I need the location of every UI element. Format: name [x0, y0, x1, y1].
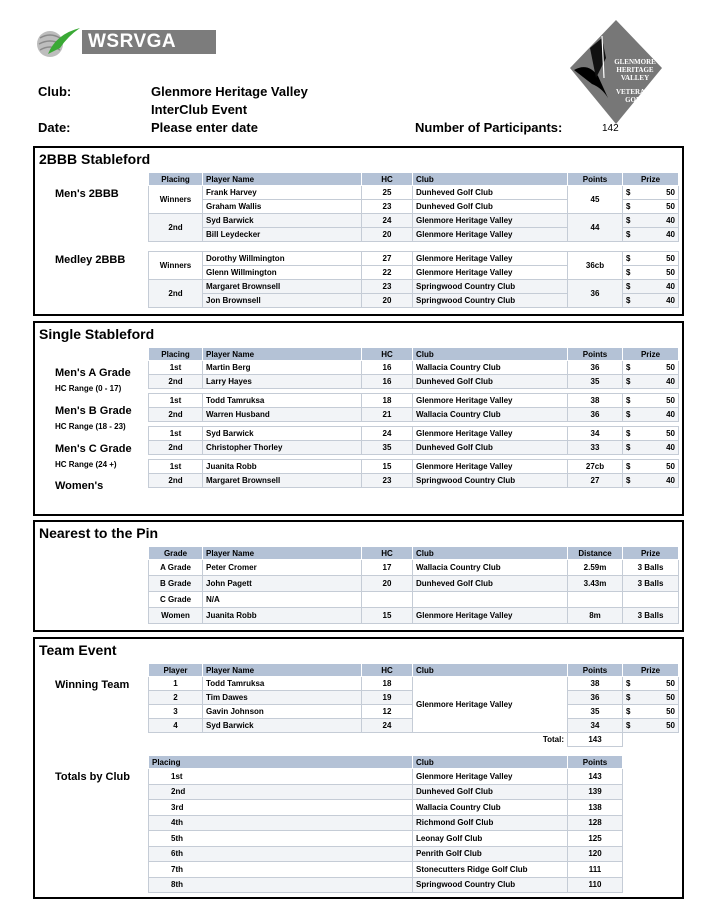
grade-cell: C Grade [149, 592, 203, 608]
club-name: Dunheved Golf Club [413, 200, 568, 214]
player-name: Larry Hayes [203, 375, 362, 389]
column-header: Points [568, 664, 623, 677]
handicap: 15 [362, 460, 413, 474]
player-number: 2 [149, 691, 203, 705]
hc-range: HC Range (18 - 23) [55, 422, 126, 431]
table-row [149, 592, 679, 608]
currency-symbol: $ [626, 377, 631, 386]
handicap: 23 [362, 280, 413, 294]
points-cell: 36cb [568, 252, 623, 280]
handicap: 22 [362, 266, 413, 280]
placing-cell: 1st [149, 394, 203, 408]
club-name: Wallacia Country Club [413, 800, 568, 816]
column-header: Points [568, 756, 623, 769]
column-header: HC [362, 348, 413, 361]
handicap: 21 [362, 408, 413, 422]
placing-cell: Winners [149, 186, 203, 214]
club-name [413, 592, 568, 608]
category-label: Men's B Grade [55, 405, 132, 417]
section-title: Team Event [39, 642, 117, 658]
column-header: Placing [149, 756, 413, 769]
column-header: HC [362, 547, 413, 560]
table-row [149, 186, 679, 200]
currency-symbol: $ [626, 707, 631, 716]
club-name: Dunheved Golf Club [413, 784, 568, 800]
prize-cell [623, 427, 679, 441]
table-row [149, 375, 679, 389]
points-cell: 125 [568, 831, 623, 847]
points-cell: 34 [568, 719, 623, 733]
column-header: Player Name [203, 173, 362, 186]
handicap: 18 [362, 677, 413, 691]
player-name: Todd Tamruksa [203, 677, 362, 691]
club-name: Glenmore Heritage Valley [413, 228, 568, 242]
table-row [149, 280, 679, 294]
club-name: Richmond Golf Club [413, 815, 568, 831]
points-cell: 44 [568, 214, 623, 242]
points-cell: 35 [568, 375, 623, 389]
table-row [149, 608, 679, 624]
placing-cell: 2nd [149, 784, 413, 800]
handicap: 20 [362, 228, 413, 242]
table-header-row [149, 756, 623, 769]
brand-text: WSRVGA [82, 30, 216, 54]
participants-label: Number of Participants: [415, 120, 563, 135]
points-cell: 111 [568, 862, 623, 878]
team-table [148, 663, 679, 747]
club-value: Glenmore Heritage Valley [151, 84, 308, 99]
club-name: Wallacia Country Club [413, 408, 568, 422]
table-row [149, 877, 623, 893]
player-name: Syd Barwick [203, 719, 362, 733]
prize-amount: 50 [666, 188, 675, 197]
column-header: Placing [149, 348, 203, 361]
prize-amount: 50 [666, 202, 675, 211]
prize-cell [623, 186, 679, 200]
club-name: Glenmore Heritage Valley [413, 677, 568, 733]
column-header: Prize [623, 664, 679, 677]
points-cell: 139 [568, 784, 623, 800]
handicap: 17 [362, 560, 413, 576]
distance-cell: 8m [568, 608, 623, 624]
handicap: 12 [362, 705, 413, 719]
distance-cell: 3.43m [568, 576, 623, 592]
prize-amount: 40 [666, 282, 675, 291]
placing-cell: 2nd [149, 408, 203, 422]
player-name: Margaret Brownsell [203, 474, 362, 488]
club-name: Dunheved Golf Club [413, 186, 568, 200]
prize-amount: 50 [666, 462, 675, 471]
currency-symbol: $ [626, 396, 631, 405]
category-label: Men's A Grade [55, 367, 131, 379]
currency-symbol: $ [626, 188, 631, 197]
prize-cell: 3 Balls [623, 576, 679, 592]
player-name: Gavin Johnson [203, 705, 362, 719]
prize-cell [623, 214, 679, 228]
prize-amount: 50 [666, 254, 675, 263]
placing-cell: 5th [149, 831, 413, 847]
handicap: 15 [362, 608, 413, 624]
prize-cell [623, 719, 679, 733]
handicap: 20 [362, 294, 413, 308]
date-value: Please enter date [151, 120, 258, 135]
section-2bbb [33, 146, 684, 316]
column-header: Prize [623, 348, 679, 361]
column-header: Player Name [203, 348, 362, 361]
placing-cell: 2nd [149, 474, 203, 488]
club-logo-text: GLENMORE [614, 58, 656, 66]
column-header: Placing [149, 173, 203, 186]
distance-cell [568, 592, 623, 608]
prize-amount: 50 [666, 679, 675, 688]
club-logo [568, 18, 664, 128]
table-row [149, 474, 679, 488]
prize-cell [623, 691, 679, 705]
column-header: Points [568, 348, 623, 361]
points-cell: 38 [568, 677, 623, 691]
handicap: 27 [362, 252, 413, 266]
pin-table [148, 546, 679, 624]
player-name: Margaret Brownsell [203, 280, 362, 294]
prize-cell [623, 592, 679, 608]
section-single [33, 321, 684, 516]
prize-amount: 40 [666, 216, 675, 225]
table-row [149, 800, 623, 816]
club-name: Stonecutters Ridge Golf Club [413, 862, 568, 878]
prize-cell [623, 200, 679, 214]
table-header-row [149, 664, 679, 677]
category-label: Men's 2BBB [55, 188, 119, 200]
hc-range: HC Range (24 +) [55, 460, 117, 469]
player-name: Syd Barwick [203, 214, 362, 228]
placing-cell: 7th [149, 862, 413, 878]
prize-cell [623, 408, 679, 422]
prize-cell [623, 705, 679, 719]
prize-amount: 40 [666, 410, 675, 419]
table-row [149, 560, 679, 576]
placing-cell: 1st [149, 361, 203, 375]
handicap: 23 [362, 474, 413, 488]
placing-cell: 2nd [149, 280, 203, 308]
prize-cell [623, 375, 679, 389]
table-header-row [149, 348, 679, 361]
club-label: Club: [38, 84, 72, 99]
column-header: Prize [623, 547, 679, 560]
handicap: 20 [362, 576, 413, 592]
table-row [149, 784, 623, 800]
section-team [33, 637, 684, 899]
placing-cell: 8th [149, 877, 413, 893]
points-cell: 36 [568, 361, 623, 375]
column-header: HC [362, 664, 413, 677]
club-logo-text: VETERANS [615, 88, 655, 96]
table-header-row [149, 173, 679, 186]
table-row [149, 862, 623, 878]
placing-cell: 4th [149, 815, 413, 831]
table-header-row [149, 547, 679, 560]
category-label: Winning Team [55, 679, 130, 691]
table-row [149, 361, 679, 375]
player-name: Christopher Thorley [203, 441, 362, 455]
handicap [362, 592, 413, 608]
points-cell: 120 [568, 846, 623, 862]
column-header: Player [149, 664, 203, 677]
column-header: Club [413, 348, 568, 361]
points-cell: 138 [568, 800, 623, 816]
player-name: Warren Husband [203, 408, 362, 422]
currency-symbol: $ [626, 462, 631, 471]
club-logo-text: GOLF [625, 96, 645, 104]
handicap: 35 [362, 441, 413, 455]
player-name: Martin Berg [203, 361, 362, 375]
prize-cell [623, 441, 679, 455]
club-name: Glenmore Heritage Valley [413, 769, 568, 785]
currency-symbol: $ [626, 410, 631, 419]
placing-cell: 1st [149, 427, 203, 441]
grade-cell: B Grade [149, 576, 203, 592]
club-name: Wallacia Country Club [413, 361, 568, 375]
currency-symbol: $ [626, 216, 631, 225]
grade-cell: Women [149, 608, 203, 624]
prize-cell [623, 280, 679, 294]
points-cell: 110 [568, 877, 623, 893]
table-row [149, 252, 679, 266]
club-name: Glenmore Heritage Valley [413, 460, 568, 474]
placing-cell: 1st [149, 460, 203, 474]
prize-amount: 40 [666, 296, 675, 305]
club-name: Glenmore Heritage Valley [413, 427, 568, 441]
points-cell: 27cb [568, 460, 623, 474]
total-row [149, 733, 679, 747]
points-cell: 33 [568, 441, 623, 455]
single-table [148, 347, 679, 488]
section-title: Nearest to the Pin [39, 525, 159, 541]
column-header: Club [413, 756, 568, 769]
prize-cell [623, 252, 679, 266]
prize-cell [623, 361, 679, 375]
golf-ball-icon [34, 24, 84, 58]
section-title: 2BBB Stableford [39, 151, 151, 167]
prize-cell [623, 460, 679, 474]
prize-amount: 50 [666, 396, 675, 405]
club-name: Glenmore Heritage Valley [413, 214, 568, 228]
club-name: Penrith Golf Club [413, 846, 568, 862]
column-header: Club [413, 173, 568, 186]
prize-cell [623, 394, 679, 408]
category-label: Women's [55, 480, 104, 492]
player-number: 1 [149, 677, 203, 691]
prize-cell [623, 294, 679, 308]
prize-cell [623, 677, 679, 691]
table-row [149, 441, 679, 455]
column-header: Prize [623, 173, 679, 186]
table-row [149, 769, 623, 785]
currency-symbol: $ [626, 363, 631, 372]
club-name: Springwood Country Club [413, 294, 568, 308]
prize-cell: 3 Balls [623, 608, 679, 624]
currency-symbol: $ [626, 254, 631, 263]
points-cell: 38 [568, 394, 623, 408]
prize-amount: 50 [666, 721, 675, 730]
player-name: Dorothy Willmington [203, 252, 362, 266]
player-number: 3 [149, 705, 203, 719]
section-pin [33, 520, 684, 632]
category-label: Medley 2BBB [55, 254, 126, 266]
club-name: Glenmore Heritage Valley [413, 252, 568, 266]
prize-amount: 40 [666, 443, 675, 452]
points-cell: 45 [568, 186, 623, 214]
points-cell: 143 [568, 769, 623, 785]
prize-amount: 50 [666, 707, 675, 716]
club-name: Glenmore Heritage Valley [413, 608, 568, 624]
player-name: Graham Wallis [203, 200, 362, 214]
points-cell: 36 [568, 691, 623, 705]
date-label: Date: [38, 120, 71, 135]
placing-cell: Winners [149, 252, 203, 280]
player-name: Bill Leydecker [203, 228, 362, 242]
handicap: 19 [362, 691, 413, 705]
currency-symbol: $ [626, 230, 631, 239]
wsrvga-logo [34, 24, 184, 58]
player-name: Todd Tamruksa [203, 394, 362, 408]
player-name: Juanita Robb [203, 608, 362, 624]
table-row [149, 408, 679, 422]
table-row [149, 460, 679, 474]
total-label: Total: [413, 733, 568, 747]
total-value: 143 [568, 733, 623, 747]
column-header: Club [413, 547, 568, 560]
event-name: InterClub Event [151, 102, 248, 117]
column-header: HC [362, 173, 413, 186]
prize-amount: 40 [666, 230, 675, 239]
table-row [149, 427, 679, 441]
points-cell: 34 [568, 427, 623, 441]
hc-range: HC Range (0 - 17) [55, 384, 122, 393]
prize-amount: 40 [666, 377, 675, 386]
player-name: John Pagett [203, 576, 362, 592]
points-cell: 36 [568, 408, 623, 422]
handicap: 24 [362, 719, 413, 733]
currency-symbol: $ [626, 443, 631, 452]
bbb-table [148, 172, 679, 308]
table-row [149, 815, 623, 831]
table-row [149, 394, 679, 408]
currency-symbol: $ [626, 476, 631, 485]
placing-cell: 2nd [149, 375, 203, 389]
points-cell: 128 [568, 815, 623, 831]
category-label: Men's C Grade [55, 443, 132, 455]
currency-symbol: $ [626, 693, 631, 702]
column-header: Club [413, 664, 568, 677]
distance-cell: 2.59m [568, 560, 623, 576]
handicap: 18 [362, 394, 413, 408]
column-header: Player Name [203, 547, 362, 560]
club-name: Springwood Country Club [413, 877, 568, 893]
club-name: Dunheved Golf Club [413, 576, 568, 592]
player-name: Peter Cromer [203, 560, 362, 576]
prize-cell [623, 228, 679, 242]
player-name: Jon Brownsell [203, 294, 362, 308]
club-name: Glenmore Heritage Valley [413, 394, 568, 408]
prize-amount: 50 [666, 268, 675, 277]
prize-amount: 50 [666, 693, 675, 702]
handicap: 25 [362, 186, 413, 200]
player-name: Juanita Robb [203, 460, 362, 474]
placing-cell: 6th [149, 846, 413, 862]
placing-cell: 3rd [149, 800, 413, 816]
prize-cell: 3 Balls [623, 560, 679, 576]
grade-cell: A Grade [149, 560, 203, 576]
currency-symbol: $ [626, 268, 631, 277]
placing-cell: 2nd [149, 441, 203, 455]
club-name: Leonay Golf Club [413, 831, 568, 847]
player-name: Glenn Willmington [203, 266, 362, 280]
currency-symbol: $ [626, 429, 631, 438]
points-cell: 36 [568, 280, 623, 308]
table-row [149, 214, 679, 228]
table-row [149, 677, 679, 691]
club-name: Dunheved Golf Club [413, 375, 568, 389]
column-header: Distance [568, 547, 623, 560]
handicap: 23 [362, 200, 413, 214]
handicap: 16 [362, 361, 413, 375]
currency-symbol: $ [626, 679, 631, 688]
club-name: Wallacia Country Club [413, 560, 568, 576]
prize-amount: 50 [666, 429, 675, 438]
club-name: Springwood Country Club [413, 280, 568, 294]
category-label: Totals by Club [55, 771, 130, 783]
player-name: Frank Harvey [203, 186, 362, 200]
column-header: Grade [149, 547, 203, 560]
column-header: Player Name [203, 664, 362, 677]
club-name: Glenmore Heritage Valley [413, 266, 568, 280]
placing-cell: 2nd [149, 214, 203, 242]
table-row [149, 831, 623, 847]
points-cell: 27 [568, 474, 623, 488]
handicap: 24 [362, 427, 413, 441]
currency-symbol: $ [626, 282, 631, 291]
handicap: 24 [362, 214, 413, 228]
player-number: 4 [149, 719, 203, 733]
player-name: Tim Dawes [203, 691, 362, 705]
prize-amount: 40 [666, 476, 675, 485]
participants-value: 142 [602, 123, 619, 134]
handicap: 16 [362, 375, 413, 389]
prize-cell [623, 474, 679, 488]
placing-cell: 1st [149, 769, 413, 785]
column-header: Points [568, 173, 623, 186]
points-cell: 35 [568, 705, 623, 719]
club-name: Springwood Country Club [413, 474, 568, 488]
currency-symbol: $ [626, 202, 631, 211]
currency-symbol: $ [626, 296, 631, 305]
table-row [149, 576, 679, 592]
totals-table [148, 755, 623, 893]
section-title: Single Stableford [39, 326, 155, 342]
club-name: Dunheved Golf Club [413, 441, 568, 455]
prize-cell [623, 266, 679, 280]
currency-symbol: $ [626, 721, 631, 730]
player-name: Syd Barwick [203, 427, 362, 441]
player-name: N/A [203, 592, 362, 608]
table-row [149, 846, 623, 862]
prize-amount: 50 [666, 363, 675, 372]
club-logo-text: HERITAGE [616, 66, 654, 74]
club-logo-text: VALLEY [620, 74, 650, 82]
